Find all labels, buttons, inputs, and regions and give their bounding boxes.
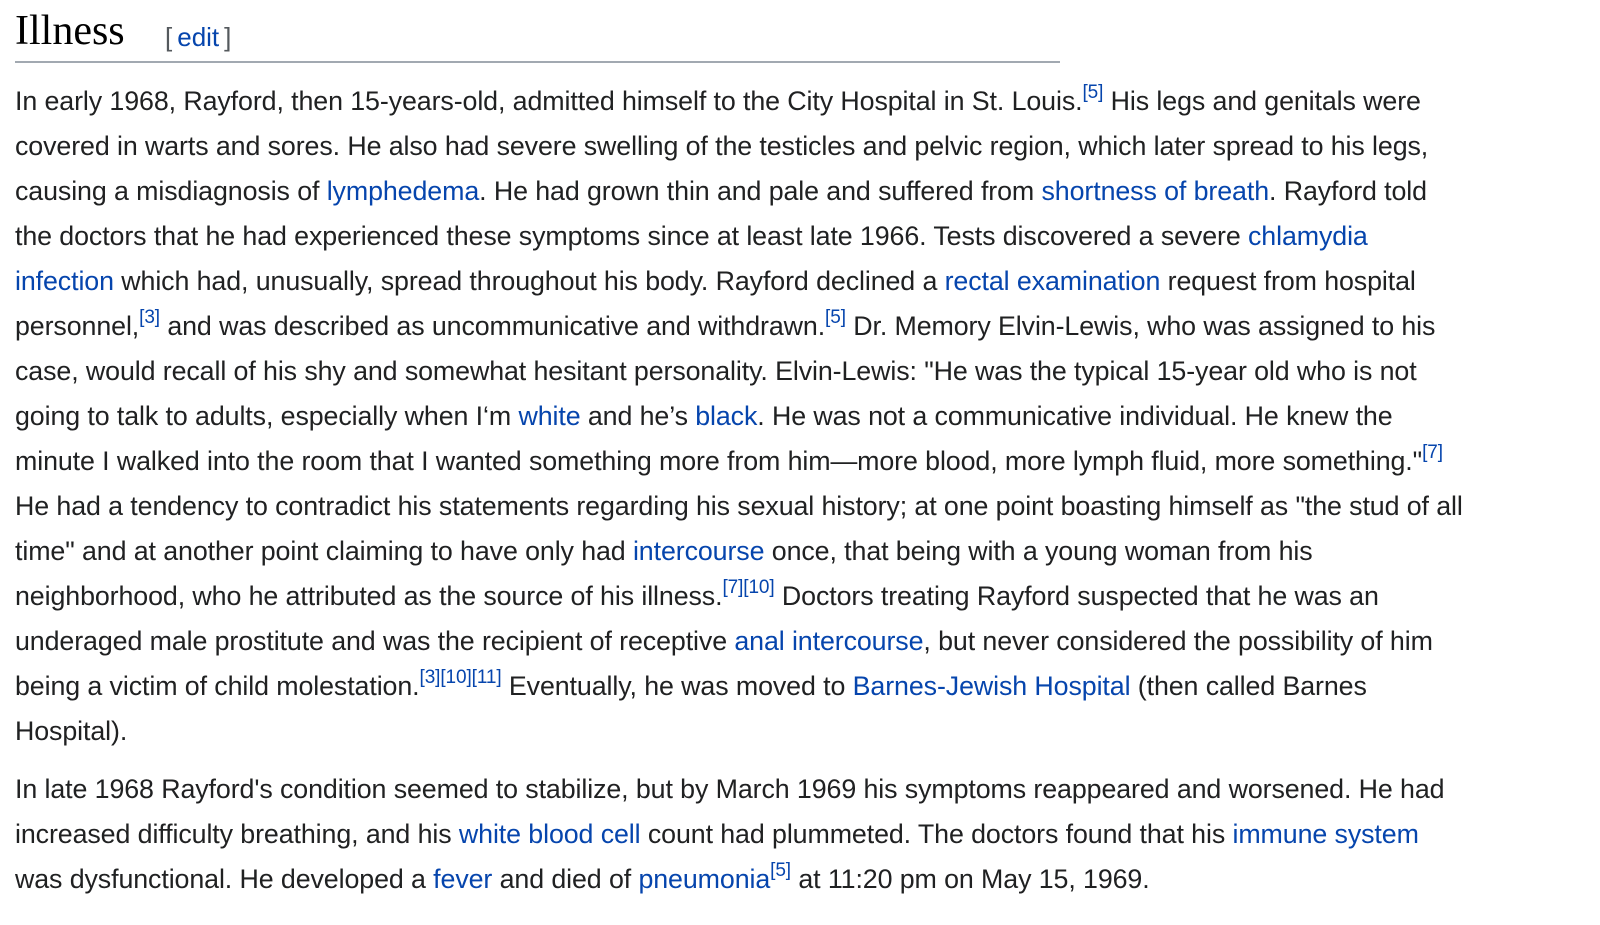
edit-section-links (165, 22, 231, 52)
body-text: His legs and genitals were (1103, 86, 1421, 116)
body-text: (then called Barnes (1130, 671, 1367, 701)
body-text: Hospital). (15, 716, 128, 746)
wiki-link-white-blood-cell[interactable]: white blood cell (458, 819, 641, 849)
body-text: request from hospital (1160, 266, 1416, 296)
body-text: being a victim of child molestation. (15, 671, 420, 701)
text-line (15, 79, 1600, 124)
body-text: which had, unusually, spread throughout his body. Rayford declined a (113, 266, 945, 296)
reference-link-7[interactable]: [7] (1422, 442, 1443, 464)
wiki-link-infection[interactable]: infection (15, 266, 114, 296)
body-text: neighborhood, who he attributed as the source of his illness. (15, 581, 723, 611)
wiki-link-shortness-of-breath[interactable]: shortness of breath (1041, 176, 1269, 206)
reference-superscript (420, 667, 441, 688)
section-heading (15, 0, 1060, 63)
text-line (15, 812, 1600, 857)
wiki-link-barnes-jewish-hospital[interactable]: Barnes-Jewish Hospital (852, 671, 1131, 701)
body-text: Eventually, he was moved to (501, 671, 853, 701)
reference-link-5[interactable]: [5] (825, 307, 846, 329)
text-line (15, 349, 1600, 394)
text-line (15, 619, 1600, 664)
body-text: . Rayford told (1269, 176, 1427, 206)
reference-superscript (722, 577, 743, 598)
wiki-link-fever[interactable]: fever (433, 864, 493, 894)
text-line (15, 169, 1600, 214)
paragraph-1 (15, 79, 1600, 754)
text-line (15, 529, 1600, 574)
body-text: going to talk to adults, especially when I‘m (15, 401, 519, 431)
reference-link-5[interactable]: [5] (770, 860, 791, 882)
body-text: Dr. Memory Elvin-Lewis, who was assigned to his (845, 311, 1436, 341)
paragraph-2 (15, 767, 1600, 902)
article-section (15, 0, 1600, 902)
wiki-link-intercourse[interactable]: intercourse (632, 536, 765, 566)
text-line (15, 439, 1600, 484)
reference-link-11[interactable]: [11] (471, 667, 502, 689)
body-text: causing a misdiagnosis of (15, 176, 327, 206)
reference-superscript (139, 307, 160, 328)
text-line (15, 664, 1600, 709)
reference-link-5[interactable]: [5] (1082, 82, 1104, 104)
body-text: time" and at another point claiming to have only had (15, 536, 633, 566)
wiki-link-chlamydia[interactable]: chlamydia (1248, 221, 1368, 251)
body-text: In late 1968 Rayford's condition seemed to stabilize, but by March 1969 his symptoms reappeared and worsened. He had (15, 774, 1445, 804)
text-line (15, 767, 1600, 812)
body-text: and he’s (580, 401, 696, 431)
body-text: underaged male prostitute and was the recipient of receptive (15, 626, 735, 656)
body-text: was dysfunctional. He developed a (15, 864, 434, 894)
body-text: He had a tendency to contradict his statements regarding his sexual history; at one point boasting himself as "the stud of all (15, 491, 1463, 521)
body-text: personnel, (15, 311, 140, 341)
body-text: once, that being with a young woman from his (764, 536, 1313, 566)
reference-superscript (770, 860, 791, 881)
wiki-link-anal-intercourse[interactable]: anal intercourse (734, 626, 924, 656)
body-text: minute I walked into the room that I wanted something more from him—more blood, more lymph fluid, more something." (15, 446, 1423, 476)
reference-superscript (1082, 82, 1103, 103)
reference-superscript (825, 307, 846, 328)
text-line (15, 214, 1600, 259)
section-title: Illness (15, 8, 125, 54)
reference-link-3[interactable]: [3] (419, 667, 441, 689)
text-line (15, 304, 1600, 349)
body-text: . He was not a communicative individual. He knew the (757, 401, 1393, 431)
wiki-link-pneumonia[interactable]: pneumonia (638, 864, 771, 894)
body-text: count had plummeted. The doctors found that his (640, 819, 1233, 849)
edit-bracket-close: ] (224, 22, 232, 52)
body-text: Doctors treating Rayford suspected that he was an (774, 581, 1379, 611)
wiki-link-white[interactable]: white (518, 401, 581, 431)
reference-link-10[interactable]: [10] (743, 577, 775, 599)
text-line (15, 857, 1600, 902)
reference-link-3[interactable]: [3] (139, 307, 160, 329)
body-text: and died of (492, 864, 639, 894)
wiki-link-lymphedema[interactable]: lymphedema (326, 176, 480, 206)
body-text: at 11:20 pm on May 15, 1969. (790, 864, 1150, 894)
text-line (15, 709, 1600, 754)
text-line (15, 574, 1600, 619)
text-line (15, 259, 1600, 304)
wiki-link-rectal-examination[interactable]: rectal examination (944, 266, 1161, 296)
reference-superscript (440, 667, 471, 688)
edit-section-link[interactable]: edit (177, 22, 220, 52)
reference-superscript (743, 577, 774, 598)
text-line (15, 484, 1600, 529)
body-text: , but never considered the possibility of him (923, 626, 1433, 656)
body-text: the doctors that he had experienced these symptoms since at least late 1966. Tests discovered a severe (15, 221, 1248, 251)
wiki-link-black[interactable]: black (695, 401, 758, 431)
edit-bracket-open: [ (165, 22, 173, 52)
text-line (15, 394, 1600, 439)
text-line (15, 124, 1600, 169)
body-text: and was described as uncommunicative and withdrawn. (159, 311, 826, 341)
body-text: covered in warts and sores. He also had severe swelling of the testicles and pelvic region, which later spread to his legs, (15, 131, 1429, 161)
wiki-link-immune-system[interactable]: immune system (1232, 819, 1419, 849)
body-text: increased difficulty breathing, and his (15, 819, 459, 849)
reference-link-10[interactable]: [10] (440, 667, 472, 689)
reference-link-7[interactable]: [7] (722, 577, 744, 599)
reference-superscript (472, 667, 502, 688)
body-text: In early 1968, Rayford, then 15-years-old, admitted himself to the City Hospital in St. Louis. (15, 86, 1083, 116)
body-text: . He had grown thin and pale and suffered from (479, 176, 1042, 206)
reference-superscript (1422, 442, 1443, 463)
body-text: case, would recall of his shy and somewhat hesitant personality. Elvin-Lewis: "He was the typical 15-year old who is not (15, 356, 1417, 386)
